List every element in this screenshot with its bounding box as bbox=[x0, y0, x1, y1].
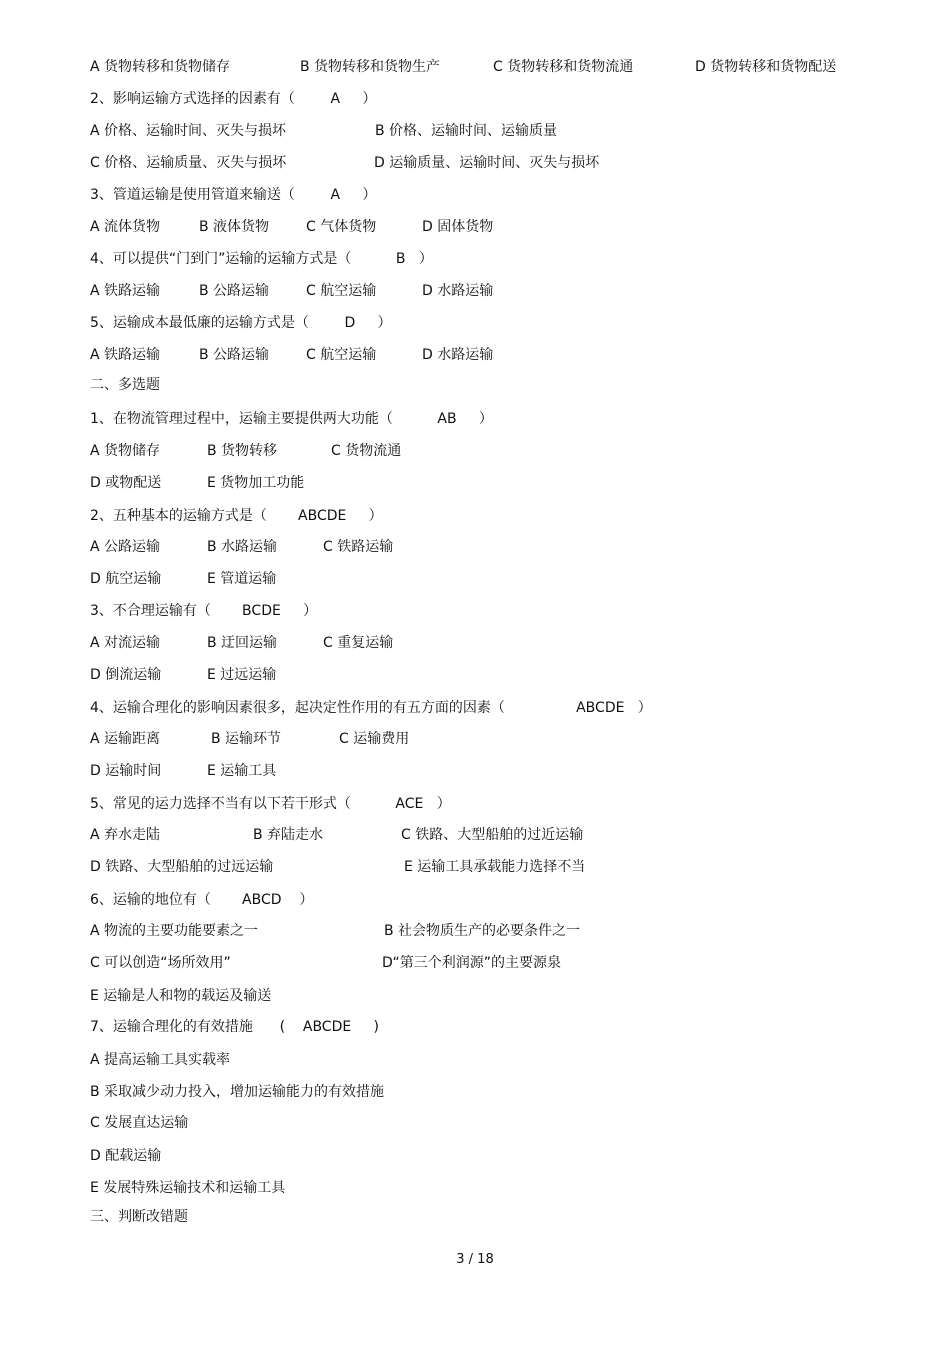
text-segment: A 货物转移和货物储存 bbox=[90, 59, 231, 75]
text-segment: B 运输环节 bbox=[211, 731, 282, 747]
text-segment: E 过远运输 bbox=[207, 667, 277, 683]
text-segment: C 航空运输 bbox=[306, 283, 377, 299]
text-segment: A 运输距离 bbox=[90, 731, 161, 747]
text-segment: D 运输时间 bbox=[90, 763, 162, 779]
text-segment: 7、运输合理化的有效措施 ( ABCDE ) bbox=[90, 1019, 379, 1035]
text-segment: C 价格、运输质量、灭失与损坏 bbox=[90, 155, 287, 171]
text-segment: 5、运输成本最低廉的运输方式是（ D ） bbox=[90, 315, 392, 331]
text-segment: A 公路运输 bbox=[90, 539, 161, 555]
text-segment: 三、判断改错题 bbox=[90, 1209, 188, 1225]
text-segment: A 价格、运输时间、灭失与损坏 bbox=[90, 123, 287, 139]
text-segment: D“第三个利润源”的主要源泉 bbox=[382, 955, 561, 971]
text-segment: E 运输是人和物的载运及输送 bbox=[90, 988, 272, 1004]
text-segment: A 铁路运输 bbox=[90, 347, 161, 363]
text-segment: D 航空运输 bbox=[90, 571, 162, 587]
page-number: 3 / 18 bbox=[456, 1252, 494, 1267]
text-segment: A 铁路运输 bbox=[90, 283, 161, 299]
text-segment: B 迂回运输 bbox=[207, 635, 278, 651]
text-segment: B 水路运输 bbox=[207, 539, 278, 555]
text-segment: D 或物配送 bbox=[90, 475, 162, 491]
text-segment: 二、多选题 bbox=[90, 377, 160, 393]
text-segment: E 管道运输 bbox=[207, 571, 277, 587]
text-segment: A 货物储存 bbox=[90, 443, 161, 459]
text-segment: E 货物加工功能 bbox=[207, 475, 305, 491]
text-segment: A 物流的主要功能要素之一 bbox=[90, 923, 259, 939]
text-segment: E 运输工具承载能力选择不当 bbox=[404, 859, 586, 875]
text-segment: B 公路运输 bbox=[199, 283, 270, 299]
text-segment: B 液体货物 bbox=[199, 219, 270, 235]
text-segment: A 流体货物 bbox=[90, 219, 161, 235]
text-segment: B 采取减少动力投入，增加运输能力的有效措施 bbox=[90, 1084, 385, 1100]
text-segment: 6、运输的地位有（ ABCD ） bbox=[90, 892, 314, 908]
text-segment: C 可以创造“场所效用” bbox=[90, 955, 231, 971]
text-segment: 5、常见的运力选择不当有以下若干形式（ ACE ） bbox=[90, 796, 451, 812]
text-segment: 3、不合理运输有（ BCDE ） bbox=[90, 603, 318, 619]
text-segment: B 弃陆走水 bbox=[253, 827, 324, 843]
text-segment: 2、五种基本的运输方式是（ ABCDE ） bbox=[90, 508, 383, 524]
text-segment: B 货物转移和货物生产 bbox=[300, 59, 441, 75]
text-segment: E 发展特殊运输技术和运输工具 bbox=[90, 1180, 286, 1196]
text-segment: B 货物转移 bbox=[207, 443, 278, 459]
text-segment: C 货物转移和货物流通 bbox=[493, 59, 634, 75]
text-segment: C 铁路运输 bbox=[323, 539, 394, 555]
text-segment: 3、管道运输是使用管道来输送（ A ） bbox=[90, 187, 377, 203]
text-segment: C 航空运输 bbox=[306, 347, 377, 363]
text-segment: C 发展直达运输 bbox=[90, 1115, 189, 1131]
text-segment: D 水路运输 bbox=[422, 283, 494, 299]
text-segment: D 货物转移和货物配送 bbox=[695, 59, 837, 75]
text-segment: B 价格、运输时间、运输质量 bbox=[375, 123, 558, 139]
text-segment: B 公路运输 bbox=[199, 347, 270, 363]
text-segment: E 运输工具 bbox=[207, 763, 277, 779]
text-segment: D 水路运输 bbox=[422, 347, 494, 363]
text-segment: 1、在物流管理过程中，运输主要提供两大功能（ AB ） bbox=[90, 411, 493, 427]
text-segment: B 社会物质生产的必要条件之一 bbox=[384, 923, 581, 939]
text-segment: C 货物流通 bbox=[331, 443, 402, 459]
text-segment: D 配载运输 bbox=[90, 1148, 162, 1164]
text-segment: C 铁路、大型船舶的过近运输 bbox=[401, 827, 584, 843]
text-segment: A 对流运输 bbox=[90, 635, 161, 651]
text-segment: C 重复运输 bbox=[323, 635, 394, 651]
text-segment: D 铁路、大型船舶的过远运输 bbox=[90, 859, 274, 875]
text-segment: 4、运输合理化的影响因素很多，起决定性作用的有五方面的因素（ ABCDE ） bbox=[90, 700, 652, 716]
text-segment: A 弃水走陆 bbox=[90, 827, 161, 843]
text-segment: C 气体货物 bbox=[306, 219, 377, 235]
text-segment: 4、可以提供“门到门”运输的运输方式是（ B ） bbox=[90, 251, 433, 267]
text-segment: 2、影响运输方式选择的因素有（ A ） bbox=[90, 91, 377, 107]
text-segment: A 提高运输工具实载率 bbox=[90, 1052, 231, 1068]
text-segment: C 运输费用 bbox=[339, 731, 410, 747]
text-segment: D 固体货物 bbox=[422, 219, 494, 235]
text-segment: D 倒流运输 bbox=[90, 667, 162, 683]
text-segment: D 运输质量、运输时间、灭失与损坏 bbox=[374, 155, 600, 171]
